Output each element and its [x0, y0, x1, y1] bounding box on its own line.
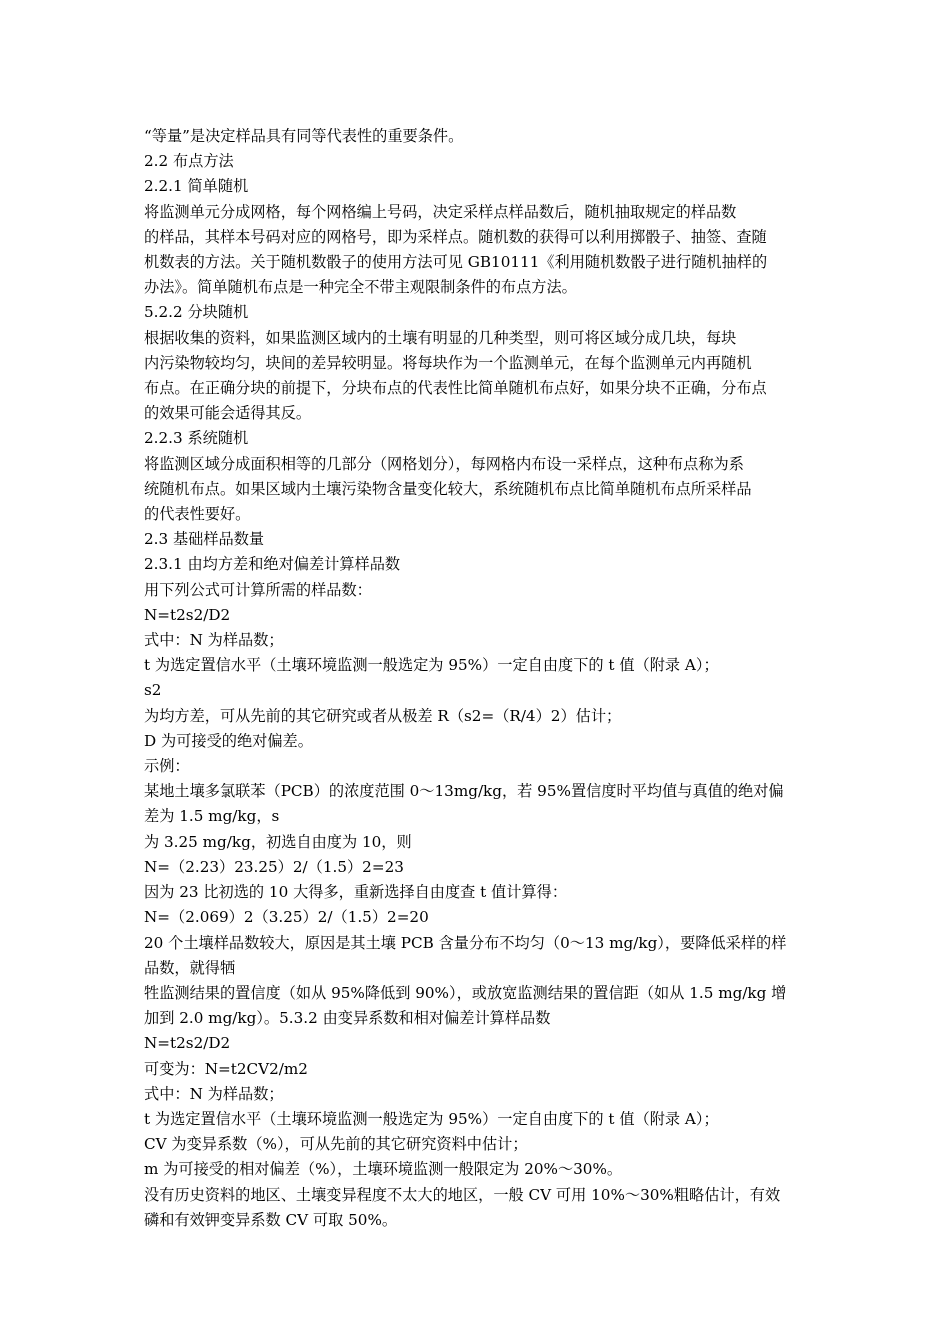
- subsection-heading: 2.2.3 系统随机: [144, 429, 249, 448]
- formula-line: N=t2s2/D2: [144, 605, 231, 624]
- text-line: 用下列公式可计算所需的样品数：: [144, 580, 372, 599]
- subsection-heading: 2.2.1 简单随机: [144, 177, 249, 196]
- text-line: 为 3.25 mg/kg，初选自由度为 10，则: [144, 832, 412, 851]
- text-line: 没有历史资料的地区、土壤变异程度不太大的地区，一般 CV 可用 10%～30%粗略估计，有效: [144, 1185, 781, 1204]
- subsection-heading: 5.2.2 分块随机: [144, 303, 249, 322]
- text-line: 为均方差，可从先前的其它研究或者从极差 R（s2=（R/4）2）估计；: [144, 706, 622, 725]
- text-line: t 为选定置信水平（土壤环境监测一般选定为 95%）一定自由度下的 t 值（附录 A）；: [144, 656, 719, 675]
- text-line: 式中：N 为样品数；: [144, 1084, 284, 1103]
- text-line: “等量”是决定样品具有同等代表性的重要条件。: [144, 127, 464, 145]
- text-line: 办法》。简单随机布点是一种完全不带主观限制条件的布点方法。: [144, 278, 577, 297]
- formula-line: N=（2.069）2（3.25）2/（1.5）2=20: [144, 908, 429, 927]
- text-line: t 为选定置信水平（土壤环境监测一般选定为 95%）一定自由度下的 t 值（附录 A）；: [144, 1109, 719, 1128]
- text-line: 加到 2.0 mg/kg）。5.3.2 由变异系数和相对偏差计算样品数: [144, 1009, 551, 1028]
- subsection-heading: 2.3.1 由均方差和绝对偏差计算样品数: [144, 555, 401, 574]
- text-line: 机数表的方法。关于随机数骰子的使用方法可见 GB10111《利用随机数骰子进行随机抽样的: [144, 253, 768, 272]
- text-line: 根据收集的资料，如果监测区域内的土壤有明显的几种类型，则可将区域分成几块，每块: [144, 328, 737, 347]
- text-line: 示例：: [144, 757, 190, 776]
- text-line: 内污染物较均匀，块间的差异较明显。将每块作为一个监测单元，在每个监测单元内再随机: [144, 353, 752, 372]
- document-body: [144, 124, 810, 1233]
- text-line: 因为 23 比初选的 10 大得多，重新选择自由度查 t 值计算得：: [144, 883, 568, 902]
- text-line: 布点。在正确分块的前提下，分块布点的代表性比简单随机布点好，如果分块不正确，分布点: [144, 379, 767, 398]
- text-line: 某地土壤多氯联苯（PCB）的浓度范围 0～13mg/kg，若 95%置信度时平均值与真值的绝对偏: [144, 782, 784, 801]
- formula-line: N=t2s2/D2: [144, 1034, 231, 1053]
- formula-line: N=（2.23）23.25）2/（1.5）2=23: [144, 857, 404, 876]
- text-line: 品数，就得牺: [144, 958, 236, 977]
- text-line: 将监测区域分成面积相等的几部分（网格划分），每网格内布设一采样点，这种布点称为系: [144, 454, 744, 473]
- section-heading: 2.2 布点方法: [144, 152, 234, 171]
- text-line: m 为可接受的相对偏差（%），土壤环境监测一般限定为 20%～30%。: [144, 1160, 623, 1179]
- text-line: D 为可接受的绝对偏差。: [144, 731, 313, 750]
- text-line: 的样品，其样本号码对应的网格号，即为采样点。随机数的获得可以利用掷骰子、抽签、查随: [144, 227, 767, 246]
- text-line: 差为 1.5 mg/kg，s: [144, 807, 280, 826]
- text-line: 的代表性要好。: [144, 505, 251, 524]
- text-line: 式中：N 为样品数；: [144, 631, 284, 650]
- text-line: 磷和有效钾变异系数 CV 可取 50%。: [144, 1210, 398, 1229]
- text-line: 统随机布点。如果区域内土壤污染物含量变化较大，系统随机布点比简单随机布点所采样品: [144, 479, 752, 498]
- text-line: 将监测单元分成网格，每个网格编上号码，决定采样点样品数后，随机抽取规定的样品数: [144, 202, 737, 221]
- formula-line: 可变为：N=t2CV2/m2: [144, 1059, 308, 1078]
- text-line: 的效果可能会适得其反。: [144, 404, 312, 423]
- text-line: CV 为变异系数（%），可从先前的其它研究资料中估计；: [144, 1135, 528, 1154]
- text-line: 牲监测结果的置信度（如从 95%降低到 90%），或放宽监测结果的置信距（如从 1.5 mg/kg 增: [144, 983, 787, 1002]
- section-heading: 2.3 基础样品数量: [144, 530, 265, 549]
- text-line: s2: [144, 681, 162, 700]
- text-line: 20 个土壤样品数较大，原因是其土壤 PCB 含量分布不均匀（0～13 mg/kg），要降低采样的样: [144, 933, 787, 952]
